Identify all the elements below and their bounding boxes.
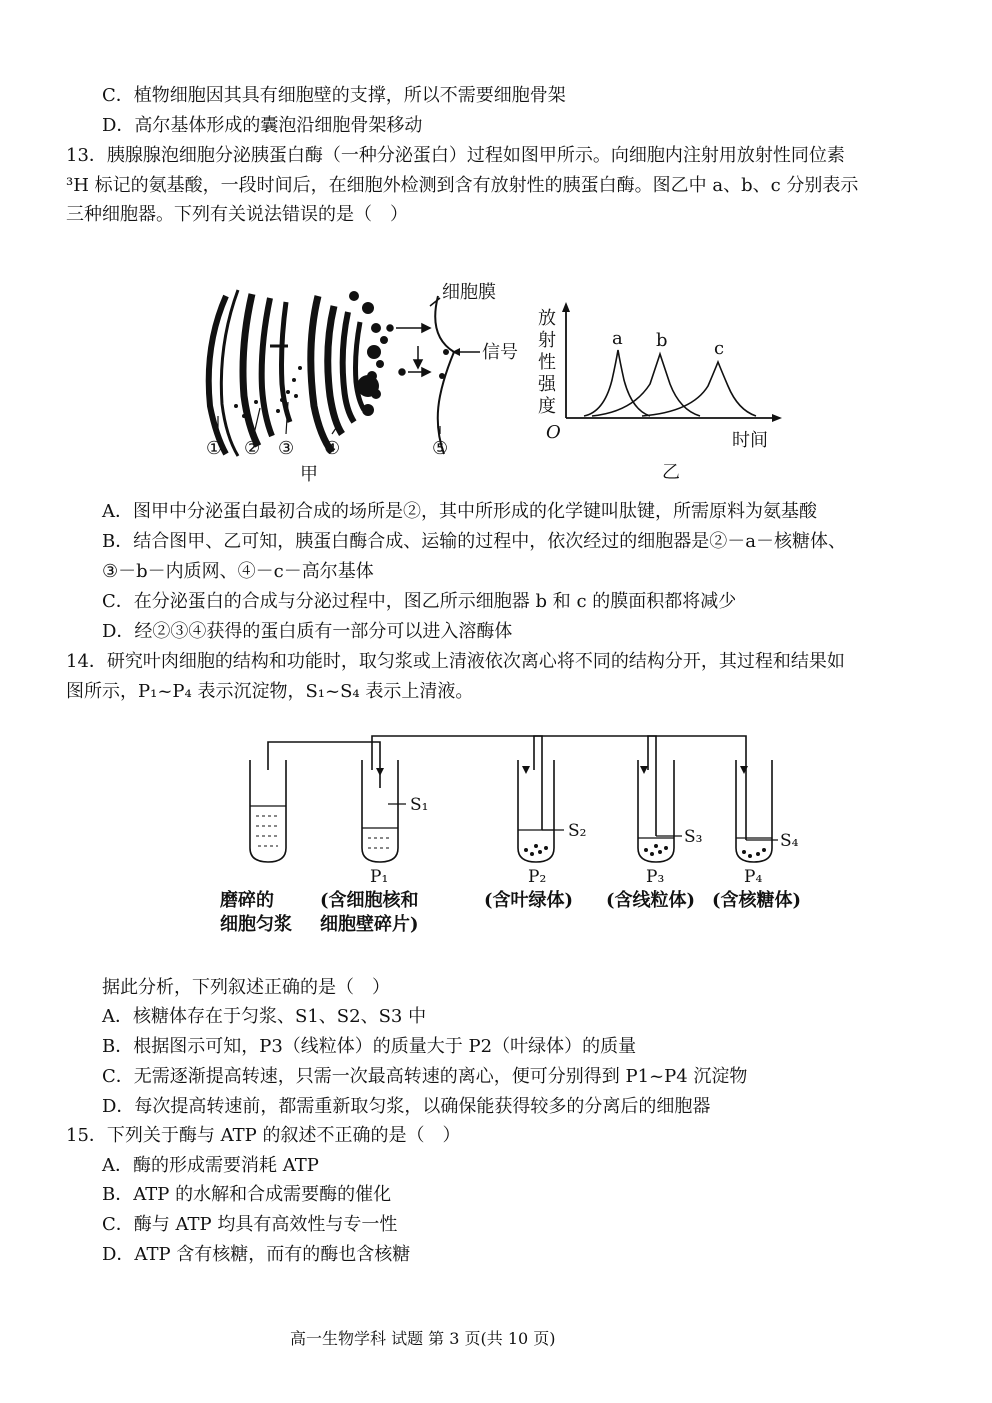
caption-homogenate-2: 细胞匀浆	[220, 914, 292, 935]
q15-option-b: B．ATP 的水解和合成需要酶的催化	[102, 1184, 392, 1205]
tube-4	[736, 760, 778, 862]
jia-membrane-label: 细胞膜	[442, 282, 496, 303]
yi-peak-b: b	[656, 330, 668, 351]
q13-option-c: C．在分泌蛋白的合成与分泌过程中，图乙所示细胞器 b 和 c 的膜面积都将减少	[102, 591, 737, 612]
q13-option-a: A．图甲中分泌蛋白最初合成的场所是②，其中所形成的化学键叫肽键，所需原料为氨基酸	[102, 501, 817, 522]
yi-peak-c: c	[714, 338, 725, 359]
q13-figure-yi	[532, 300, 794, 486]
jia-marker-2: ②	[244, 438, 261, 459]
tube-homogenate	[250, 760, 286, 862]
q13-option-b-line-1: B．结合图甲、乙可知，胰蛋白酶合成、运输的过程中，依次经过的细胞器是②－a－核糖体、	[102, 531, 846, 552]
q13-stem-line-1: 13．胰腺腺泡细胞分泌胰蛋白酶（一种分泌蛋白）过程如图甲所示。向细胞内注射用放射性同位素	[66, 145, 845, 166]
q14-centrifuge-figure	[212, 730, 826, 940]
caption-p1-1: (含细胞核和	[320, 890, 419, 911]
yi-origin: O	[546, 422, 561, 443]
yi-peak-a: a	[612, 328, 623, 349]
caption-p1-2: 细胞壁碎片)	[320, 914, 419, 935]
caption-p4: (含核糖体)	[712, 890, 802, 911]
yi-caption: 乙	[662, 462, 680, 483]
yi-curve-a	[584, 350, 650, 416]
caption-homogenate-1: 磨碎的	[220, 890, 274, 911]
yi-ylabel-char-4: 强	[538, 374, 556, 395]
label-p2: P₂	[528, 867, 547, 887]
label-p4: P₄	[744, 867, 763, 887]
yi-ylabel-char-1: 放	[538, 308, 556, 329]
jia-signal-label: 信号	[482, 342, 518, 363]
q14-option-c: C．无需逐渐提高转速，只需一次最高转速的离心，便可分别得到 P1~P4 沉淀物	[102, 1066, 748, 1087]
q13-stem-line-3: 三种细胞器。下列有关说法错误的是（ ）	[66, 204, 408, 225]
label-p1: P₁	[370, 867, 389, 887]
yi-ylabel-char-2: 射	[538, 330, 556, 351]
jia-caption: 甲	[300, 464, 318, 485]
q14-option-b: B．根据图示可知，P3（线粒体）的质量大于 P2（叶绿体）的质量	[102, 1036, 637, 1057]
caption-p2: (含叶绿体)	[484, 890, 574, 911]
yi-ylabel-char-3: 性	[538, 352, 556, 373]
q13-option-b-line-2: ③－b－内质网、④－c－高尔基体	[102, 561, 374, 582]
q14-lead: 据此分析，下列叙述正确的是（ ）	[102, 977, 390, 998]
jia-marker-5: ⑤	[432, 438, 449, 459]
caption-p3: (含线粒体)	[606, 890, 696, 911]
q13-figure-jia	[196, 276, 536, 486]
yi-ylabel-char-5: 度	[538, 396, 556, 417]
q14-option-a: A．核糖体存在于匀浆、S1、S2、S3 中	[102, 1006, 427, 1027]
tube-2	[518, 760, 564, 862]
q15-option-c: C．酶与 ATP 均具有高效性与专一性	[102, 1214, 398, 1235]
q14-option-d: D．每次提高转速前，都需重新取匀浆，以确保能获得较多的分离后的细胞器	[102, 1096, 711, 1117]
tube-3	[638, 760, 682, 862]
label-s2: S₂	[568, 821, 587, 841]
tube-1	[362, 760, 406, 862]
q14-stem-line-2: 图所示，P₁~P₄ 表示沉淀物，S₁~S₄ 表示上清液。	[66, 681, 474, 702]
q12-option-c: C．植物细胞因其具有细胞壁的支撑，所以不需要细胞骨架	[102, 85, 566, 106]
q14-stem-line-1: 14．研究叶肉细胞的结构和功能时，取匀浆或上清液依次离心将不同的结构分开，其过程和结果如	[66, 651, 845, 672]
jia-marker-4: ④	[324, 438, 341, 459]
label-s1: S₁	[410, 795, 429, 815]
yi-curve-c	[642, 362, 756, 416]
page-footer: 高一生物学科 试题 第 3 页(共 10 页)	[290, 1329, 556, 1348]
yi-xlabel: 时间	[732, 430, 768, 451]
q15-stem: 15．下列关于酶与 ATP 的叙述不正确的是（ ）	[66, 1125, 461, 1146]
label-p3: P₃	[646, 867, 665, 887]
q13-option-d: D．经②③④获得的蛋白质有一部分可以进入溶酶体	[102, 621, 513, 642]
jia-marker-1: ①	[206, 438, 223, 459]
q13-stem-line-2: ³H 标记的氨基酸，一段时间后，在细胞外检测到含有放射性的胰蛋白酶。图乙中 a、b、c 分别表示	[66, 175, 859, 196]
q12-option-d: D．高尔基体形成的囊泡沿细胞骨架移动	[102, 115, 423, 136]
label-s4: S₄	[780, 831, 799, 851]
q15-option-a: A．酶的形成需要消耗 ATP	[102, 1155, 319, 1176]
label-s3: S₃	[684, 827, 703, 847]
jia-marker-3: ③	[278, 438, 295, 459]
q15-option-d: D．ATP 含有核糖，而有的酶也含核糖	[102, 1244, 411, 1265]
